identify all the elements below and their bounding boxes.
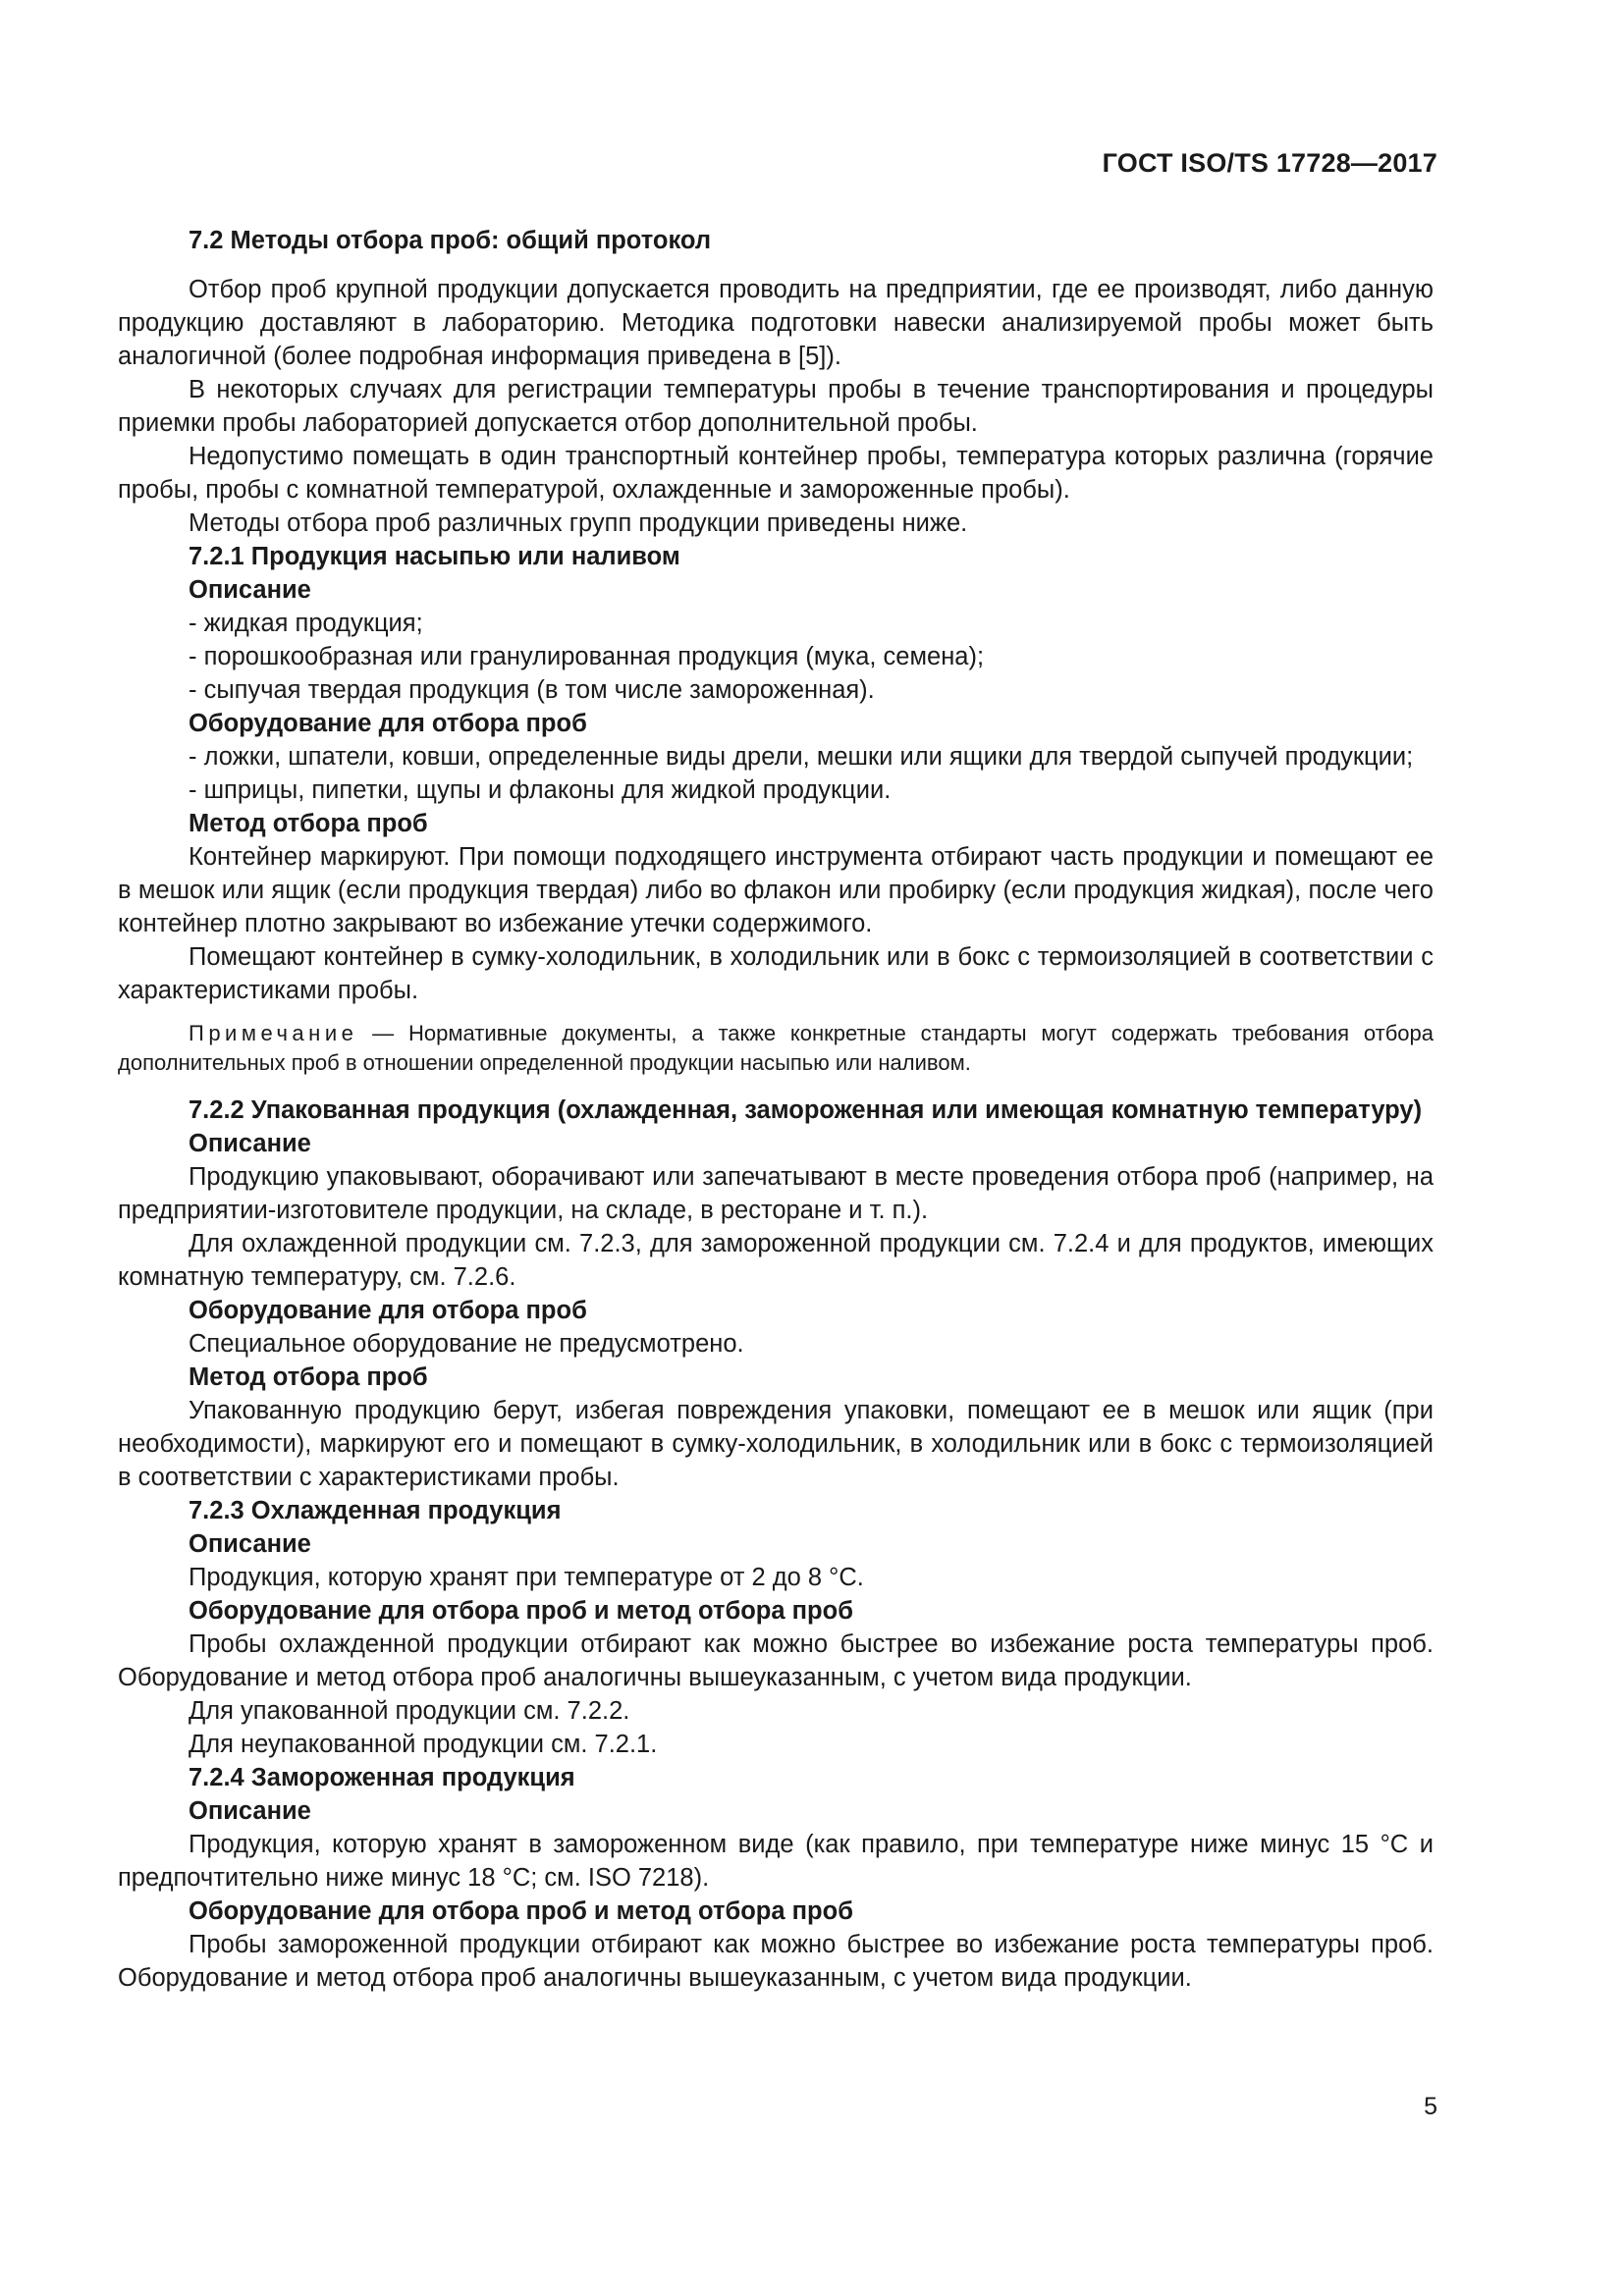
page-number: 5 (1424, 2093, 1437, 2120)
subheading-equipment-method: Оборудование для отбора проб и метод отбора проб (189, 1897, 853, 1925)
list-item: - шприцы, пипетки, щупы и флаконы для жидкой продукции. (189, 776, 892, 804)
paragraph: Упакованную продукцию берут, избегая повреждения упаковки, помещают ее в мешок или ящик (при необходимости), маркируют его и помещают в сумку-холодильник, в холодильник или в бокс с термоизоляцией в соответствии с характеристиками пробы. (118, 1397, 1434, 1491)
paragraph: Специальное оборудование не предусмотрено. (189, 1330, 744, 1358)
subheading-equipment: Оборудование для отбора проб (189, 710, 587, 737)
note (118, 1019, 1434, 1078)
note-label: Примечание (189, 1021, 358, 1045)
section-7-2-1-title: 7.2.1 Продукция насыпью или наливом (189, 543, 680, 570)
paragraph: Недопустимо помещать в один транспортный контейнер пробы, температура которых различна (горячие пробы, пробы с комнатной температурой, охлажденные и замороженные пробы). (118, 443, 1434, 504)
paragraph: Отбор проб крупной продукции допускается проводить на предприятии, где ее производят, либо данную продукцию доставляют в лабораторию. Методика подготовки навески анализируемой пробы может быть аналогичной (более подробная информация приведена в [5]). (118, 276, 1434, 370)
subheading-description: Описание (189, 1797, 311, 1825)
subheading-description: Описание (189, 1130, 311, 1157)
paragraph: Продукция, которую хранят в замороженном виде (как правило, при температуре ниже минус 15 °С и предпочтительно ниже минус 18 °С; см. ISO 7218). (118, 1831, 1434, 1892)
section-7-2-2-title: 7.2.2 Упакованная продукция (охлажденная, замороженная или имеющая комнатную температуру) (189, 1096, 1423, 1124)
paragraph: Для упакованной продукции см. 7.2.2. (189, 1697, 630, 1725)
paragraph: Контейнер маркируют. При помощи подходящего инструмента отбирают часть продукции и помещают ее в мешок или ящик (если продукция твердая) либо во флакон или пробирку (если продукция жидкая), после чего контейнер плотно закрывают во избежание утечки содержимого. (118, 843, 1434, 937)
paragraph: Методы отбора проб различных групп продукции приведены ниже. (189, 509, 968, 537)
subheading-method: Метод отбора проб (189, 1363, 428, 1391)
paragraph: Продукцию упаковывают, оборачивают или запечатывают в месте проведения отбора проб (например, на предприятии-изготовителе продукции, на складе, в ресторане и т. п.). (118, 1163, 1434, 1224)
subheading-equipment-method: Оборудование для отбора проб и метод отбора проб (189, 1597, 853, 1625)
paragraph: В некоторых случаях для регистрации температуры пробы в течение транспортирования и процедуры приемки пробы лабораторией допускается отбор дополнительной пробы. (118, 376, 1434, 437)
list-item: - жидкая продукция; (189, 610, 423, 637)
section-7-2-title: 7.2 Методы отбора проб: общий протокол (189, 227, 712, 254)
section-7-2-3-title: 7.2.3 Охлажденная продукция (189, 1497, 562, 1524)
paragraph: Пробы охлажденной продукции отбирают как можно быстрее во избежание роста температуры проб. Оборудование и метод отбора проб аналогичны вышеуказанным, с учетом вида продукции. (118, 1630, 1434, 1691)
subheading-method: Метод отбора проб (189, 810, 428, 837)
document-body (118, 224, 1434, 1995)
subheading-description: Описание (189, 576, 311, 604)
section-7-2-4-title: 7.2.4 Замороженная продукция (189, 1764, 575, 1791)
paragraph: Для охлажденной продукции см. 7.2.3, для замороженной продукции см. 7.2.4 и для продуктов, имеющих комнатную температуру, см. 7.2.6. (118, 1230, 1434, 1291)
subheading-equipment: Оборудование для отбора проб (189, 1297, 587, 1324)
subheading-description: Описание (189, 1530, 311, 1558)
paragraph: Продукция, которую хранят при температуре от 2 до 8 °С. (189, 1564, 864, 1591)
list-item: - порошкообразная или гранулированная продукция (мука, семена); (189, 643, 985, 670)
paragraph: Для неупакованной продукции см. 7.2.1. (189, 1731, 658, 1758)
note-text: — Нормативные документы, а также конкретные стандарты могут содержать требования отбора дополнительных проб в отношении определенной продукции насыпью или наливом. (118, 1021, 1434, 1075)
paragraph: Помещают контейнер в сумку-холодильник, в холодильник или в бокс с термоизоляцией в соответствии с характеристиками пробы. (118, 943, 1434, 1004)
list-item: - ложки, шпатели, ковши, определенные виды дрели, мешки или ящики для твердой сыпучей продукции; (189, 743, 1414, 771)
document-id: ГОСТ ISO/TS 17728—2017 (1102, 148, 1437, 178)
list-item: - сыпучая твердая продукция (в том числе замороженная). (189, 676, 875, 704)
paragraph: Пробы замороженной продукции отбирают как можно быстрее во избежание роста температуры проб. Оборудование и метод отбора проб аналогичны вышеуказанным, с учетом вида продукции. (118, 1931, 1434, 1992)
